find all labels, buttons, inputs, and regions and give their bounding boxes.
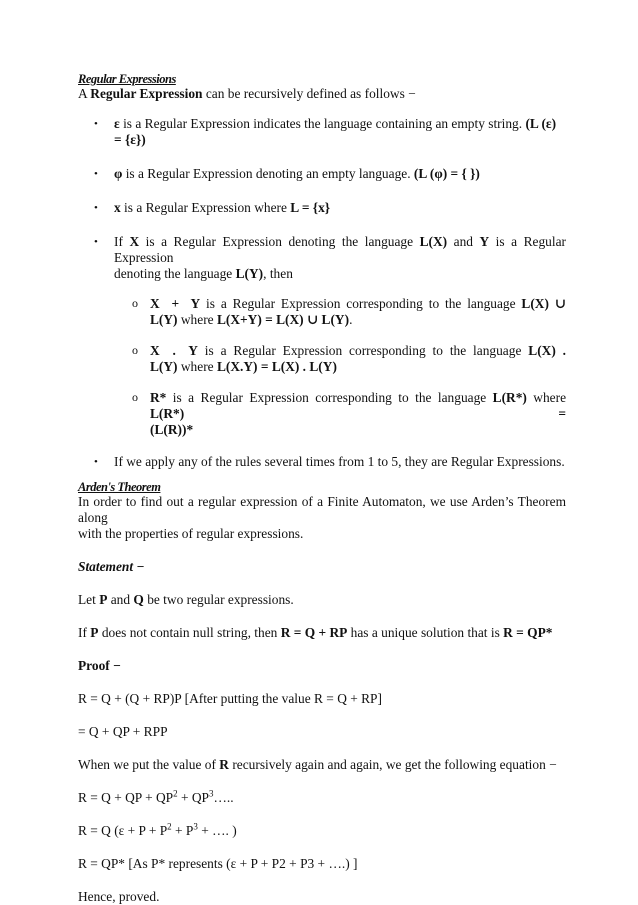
statement-label: Statement − [78, 559, 145, 574]
list-item: o X + Y is a Regular Expression corresponding to the language L(X) ∪ L(Y) where L(X+Y) = L(X) ∪ L(Y). [132, 296, 567, 327]
list-item: • φ is a Regular Expression denoting an empty language. (L (φ) = { }) [94, 166, 480, 181]
bullet-icon: • [94, 456, 98, 468]
proof-line-6: R = QP* [As P* represents (ε + P + P2 + P3 + ….) ] [78, 856, 358, 871]
list-item: o R* is a Regular Expression corresponding to the language L(R*) where L(R*) = (L(R))* [132, 390, 567, 437]
sub-rules-list [78, 296, 566, 438]
bullet-icon: • [94, 168, 98, 180]
proof-line-1: R = Q + (Q + RP)P [After putting the value R = Q + RP] [78, 691, 382, 706]
circle-bullet-icon: o [132, 296, 138, 310]
list-item: o X . Y is a Regular Expression corresponding to the language L(X) . L(Y) where L(X.Y) = L(X) . L(Y) [132, 343, 567, 374]
rules-list [78, 116, 566, 282]
proof-line-3: When we put the value of R recursively again and again, we get the following equation − [78, 757, 557, 772]
circle-bullet-icon: o [132, 390, 138, 404]
proof-conclusion: Hence, proved. [78, 889, 160, 904]
regex-intro: A Regular Expression can be recursively defined as follows − [78, 86, 416, 101]
list-item: • If we apply any of the rules several times from 1 to 5, they are Regular Expressions. [94, 454, 565, 469]
heading-ardens-theorem: Arden's Theorem [78, 480, 161, 494]
bullet-icon: • [94, 236, 98, 248]
heading-regular-expressions: Regular Expressions [78, 72, 176, 86]
proof-line-5: R = Q ($\varepsilon + P + P^2 + P^3$ + …. ) [78, 821, 237, 838]
arden-intro-line2: with the properties of regular expressions. [78, 526, 304, 541]
let-line: Let P and Q be two regular expressions. [78, 592, 294, 607]
arden-intro-line1: In order to find out a regular expression of a Finite Automaton, we use Arden’s Theorem along [78, 494, 566, 525]
bullet-icon: • [94, 118, 98, 130]
proof-line-2: = Q + QP + RPP [78, 724, 168, 739]
proof-line-4: R = Q + QP + $QP^2$ + $QP^3\dots$.. [78, 788, 234, 805]
circle-bullet-icon: o [132, 343, 138, 357]
rules-list-end [78, 454, 566, 470]
if-line: If P does not contain null string, then R = Q + RP has a unique solution that is R = QP* [78, 625, 553, 640]
document-page [78, 72, 566, 905]
bullet-icon: • [94, 202, 98, 214]
list-item: • ε is a Regular Expression indicates the language containing an empty string. (L (ε) = {ε}) [94, 116, 557, 147]
list-item: • If X is a Regular Expression denoting the language L(X) and Y is a Regular Expression denoting the language L(Y), then [94, 234, 566, 281]
list-item: • x is a Regular Expression where L = {x} [94, 200, 331, 215]
proof-label: Proof − [78, 658, 121, 673]
